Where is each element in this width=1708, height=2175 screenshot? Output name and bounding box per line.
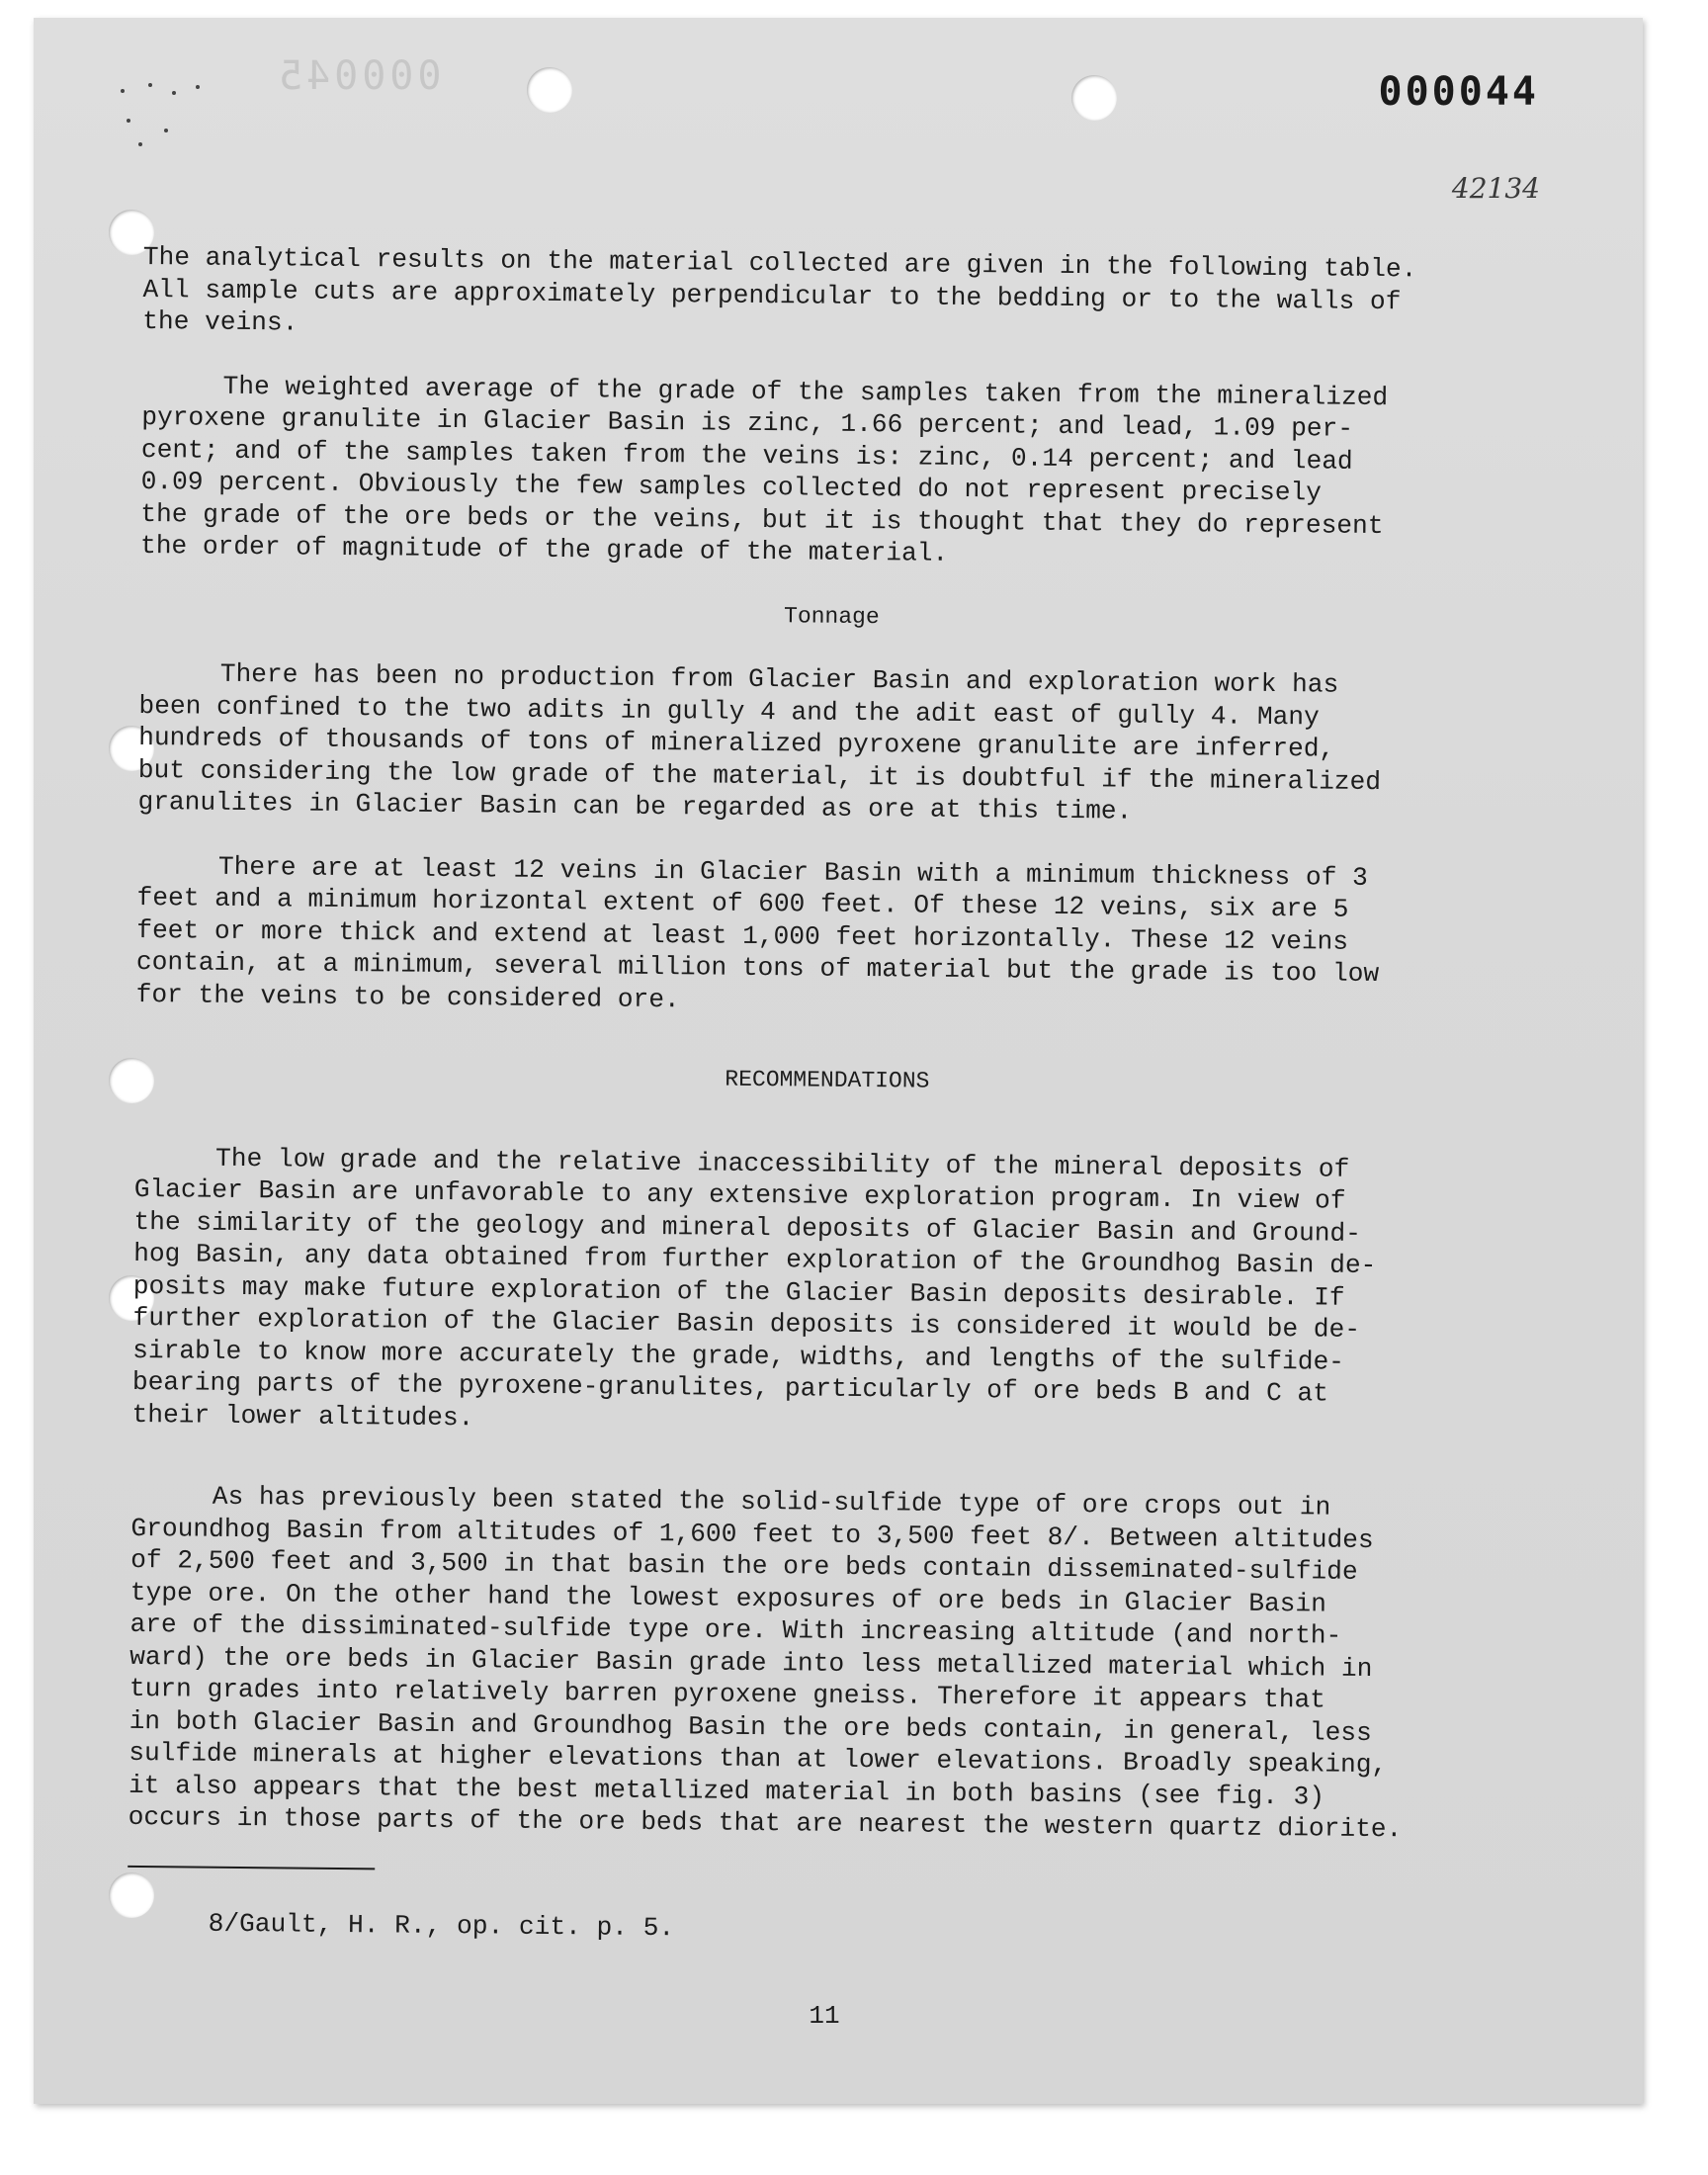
document-number: 000044 <box>1378 69 1539 115</box>
paragraph-veins: There are at least 12 veins in Glacier Basin with a minimum thickness of 3 feet and a minimum horizontal extent of 600 feet. Of these 12 veins, six are 5 feet or more thick and extend at least 1,000 feet horizontally. These 12 veins contain, at a minimum, several million tons of material but the grade is too low for the veins to be considered ore. <box>135 851 1380 1014</box>
heading-recommendations: RECOMMENDATIONS <box>725 1066 930 1094</box>
document-body <box>128 241 1527 1952</box>
paragraph-low-grade: The low grade and the relative inaccessibility of the mineral deposits of Glacier Basin are unfavorable to any extensive exploration program. In view of the similarity of the geology and mineral deposits of Glacier Basin and Ground- hog Basin, any data obtained from further exploration of the Groundhog Basin de- posits may make future exploration of the Glacier Basin deposits desirable. If further exploration of the Glacier Basin deposits is considered it would be de- sirable to know more accurately the grade, widths, and lengths of the sulfide- bearing parts of the pyroxene-granulites, particularly of ore beds B and C at their lower altitudes. <box>131 1143 1377 1433</box>
footnote: 8/Gault, H. R., op. cit. p. 5. <box>208 1908 675 1943</box>
paragraph-solid-sulfide: As has previously been stated the solid-sulfide type of ore crops out in Groundhog Basin from altitudes of 1,600 feet to 3,500 feet 8/. Between altitudes of 2,500 feet and 3,500 in that basin the ore beds contain disseminated-sulfide type ore. On the other hand the lowest exposures of ore beds in Glacier Basin are of the dissiminated-sulfide type ore. With increasing altitude (and north- ward) the ore beds in Glacier Basin grade into less metallized material which in turn grades into relatively barren pyroxene gneiss. Therefore it appears that in both Glacier Basin and Groundhog Basin the ore beds contain, in general, less sulfide minerals at higher elevations than at lower elevations. Broadly speaking, it also appears that the best metallized material in both basins (see fig. 3) occurs in those parts of the ore beds that are nearest the western quartz diorite. <box>128 1481 1403 1845</box>
page-number: 11 <box>809 2001 840 2031</box>
paragraph-production: There has been no production from Glacier Basin and exploration work has been confined to the two adits in gully 4 and the adit east of gully 4. Many hundreds of thousands of tons of mineralized pyroxene granulite are inferred, but considering the low grade of the material, it is doubtful if the mineralized granulites in Glacier Basin can be regarded as ore at this time. <box>137 658 1382 826</box>
paragraph-weighted-average: The weighted average of the grade of the samples taken from the mineralized pyroxene granulite in Glacier Basin is zinc, 1.66 percent; and lead, 1.09 per- cent; and of the samples taken from the veins is: zinc, 0.14 percent; and lead 0.09 percent. Obviously the few samples collected do not represent precisely the grade of the ore beds or the veins, but it is thought that they do represent the order of magnitude of the grade of the material. <box>139 371 1389 568</box>
punch-hole <box>1071 75 1117 121</box>
punch-hole <box>527 67 572 113</box>
ink-specks <box>119 81 257 160</box>
reference-number: 42134 <box>1451 172 1540 205</box>
bleed-through-stamp: 000045 <box>275 53 442 99</box>
paragraph-analytical-results: The analytical results on the material collected are given in the following table. All sample cuts are approximately perpendicular to the bedding or to the walls of the veins. <box>142 241 1417 338</box>
footnote-divider <box>128 1865 375 1869</box>
heading-tonnage: Tonnage <box>783 602 880 630</box>
